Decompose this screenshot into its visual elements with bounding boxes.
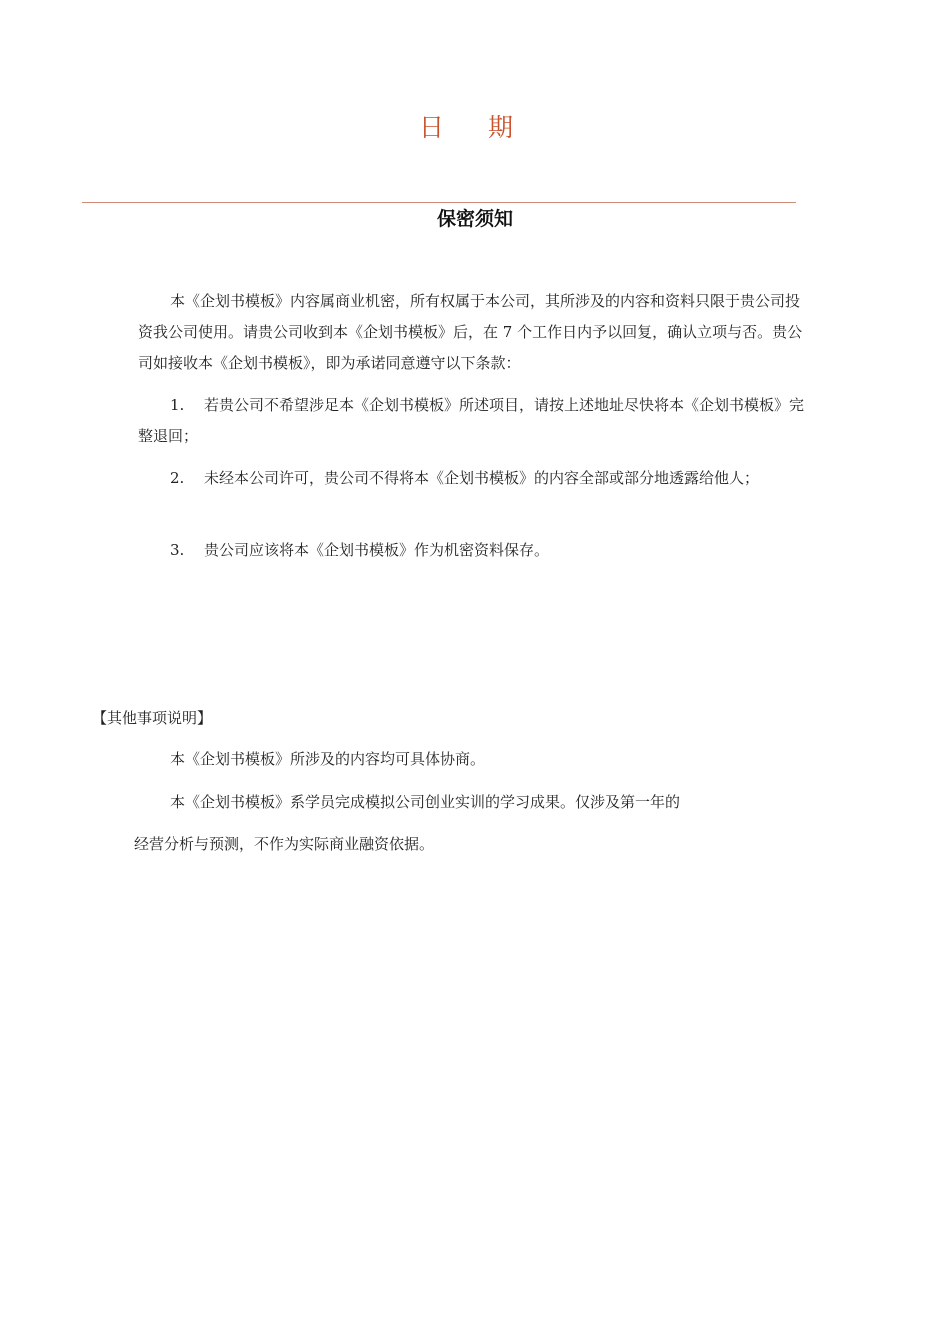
clause-text: 未经本公司许可，贵公司不得将本《企划书模板》的内容全部或部分地透露给他人； — [204, 469, 760, 487]
divider-line — [82, 202, 796, 203]
intro-paragraph: 本《企划书模板》内容属商业机密，所有权属于本公司，其所涉及的内容和资料只限于贵公司投资我公司使用。请贵公司收到本《企划书模板》后，在 7 个工作日内予以回复，确认立项与否。贵公司如接收本《企划书模板》，即为承诺同意遵守以下条款： — [138, 292, 803, 372]
clause-item-3 — [138, 535, 818, 566]
clause-text: 若贵公司不希望涉足本《企划书模板》所述项目，请按上述地址尽快将本《企划书模板》完整退回； — [138, 396, 805, 445]
clause-text: 贵公司应该将本《企划书模板》作为机密资料保存。 — [204, 541, 550, 559]
clause-item-1 — [138, 390, 818, 452]
other-note-1: 本《企划书模板》所涉及的内容均可具体协商。 — [170, 750, 486, 768]
clause-number: 1. — [170, 396, 185, 414]
confidentiality-title: 保密须知 — [436, 208, 513, 230]
clause-number: 2. — [170, 469, 185, 487]
other-matters-label: 【其他事项说明】 — [92, 709, 213, 727]
other-note-2: 本《企划书模板》系学员完成模拟公司创业实训的学习成果。仅涉及第一年的 — [170, 793, 681, 811]
clause-number: 3. — [170, 541, 185, 559]
clause-item-2 — [138, 463, 818, 494]
other-note-3: 经营分析与预测，不作为实际商业融资依据。 — [134, 835, 435, 853]
date-heading: 日 期 — [419, 113, 531, 142]
